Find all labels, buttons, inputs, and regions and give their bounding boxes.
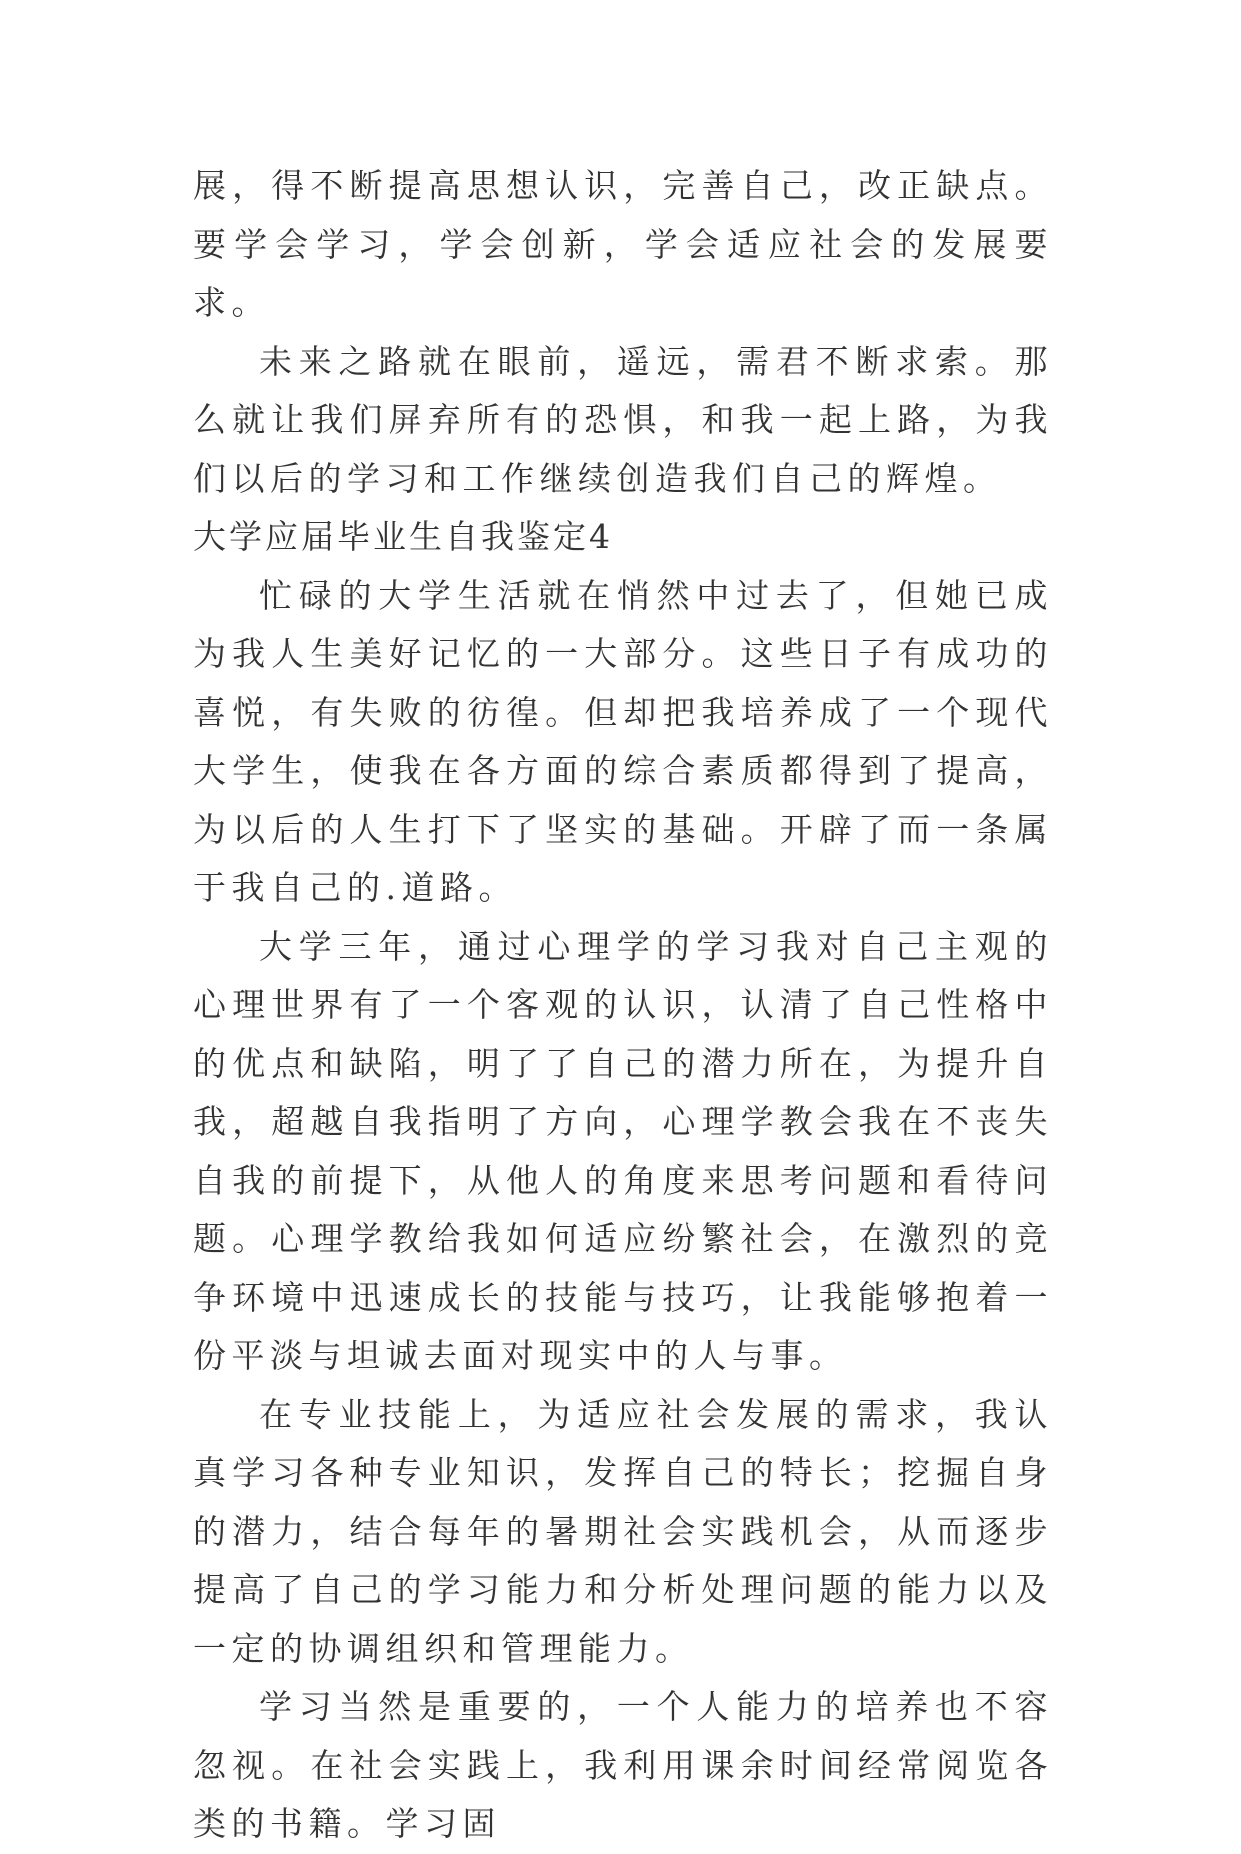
document-body <box>193 157 1053 1854</box>
paragraph: 未来之路就在眼前，遥远，需君不断求索。那么就让我们屏弃所有的恐惧，和我一起上路，为我们以后的学习和工作继续创造我们自己的辉煌。 <box>193 341 1053 498</box>
section-heading: 大学应届毕业生自我鉴定4 <box>193 517 613 556</box>
paragraph: 忙碌的大学生活就在悄然中过去了，但她已成为我人生美好记忆的一大部分。这些日子有成功的喜悦，有失败的彷徨。但却把我培养成了一个现代大学生，使我在各方面的综合素质都得到了提高，为以后的人生打下了坚实的基础。开辟了而一条属于我自己的.道路。 <box>193 575 1053 907</box>
paragraph: 学习当然是重要的，一个人能力的培养也不容忽视。在社会实践上，我利用课余时间经常阅览各类的书籍。学习固 <box>193 1687 1053 1843</box>
paragraph: 大学三年，通过心理学的学习我对自己主观的心理世界有了一个客观的认识，认清了自己性格中的优点和缺陷，明了了自己的潜力所在，为提升自我，超越自我指明了方向，心理学教会我在不丧失自我的前提下，从他人的角度来思考问题和看待问题。心理学教给我如何适应纷繁社会，在激烈的竞争环境中迅速成长的技能与技巧，让我能够抱着一份平淡与坦诚去面对现实中的人与事。 <box>193 926 1053 1375</box>
paragraph-continuation: 展，得不断提高思想认识，完善自己，改正缺点。要学会学习，学会创新，学会适应社会的发展要求。 <box>193 166 1053 322</box>
paragraph: 在专业技能上，为适应社会发展的需求，我认真学习各种专业知识，发挥自己的特长；挖掘自身的潜力，结合每年的暑期社会实践机会，从而逐步提高了自己的学习能力和分析处理问题的能力以及一定的协调组织和管理能力。 <box>193 1394 1053 1668</box>
